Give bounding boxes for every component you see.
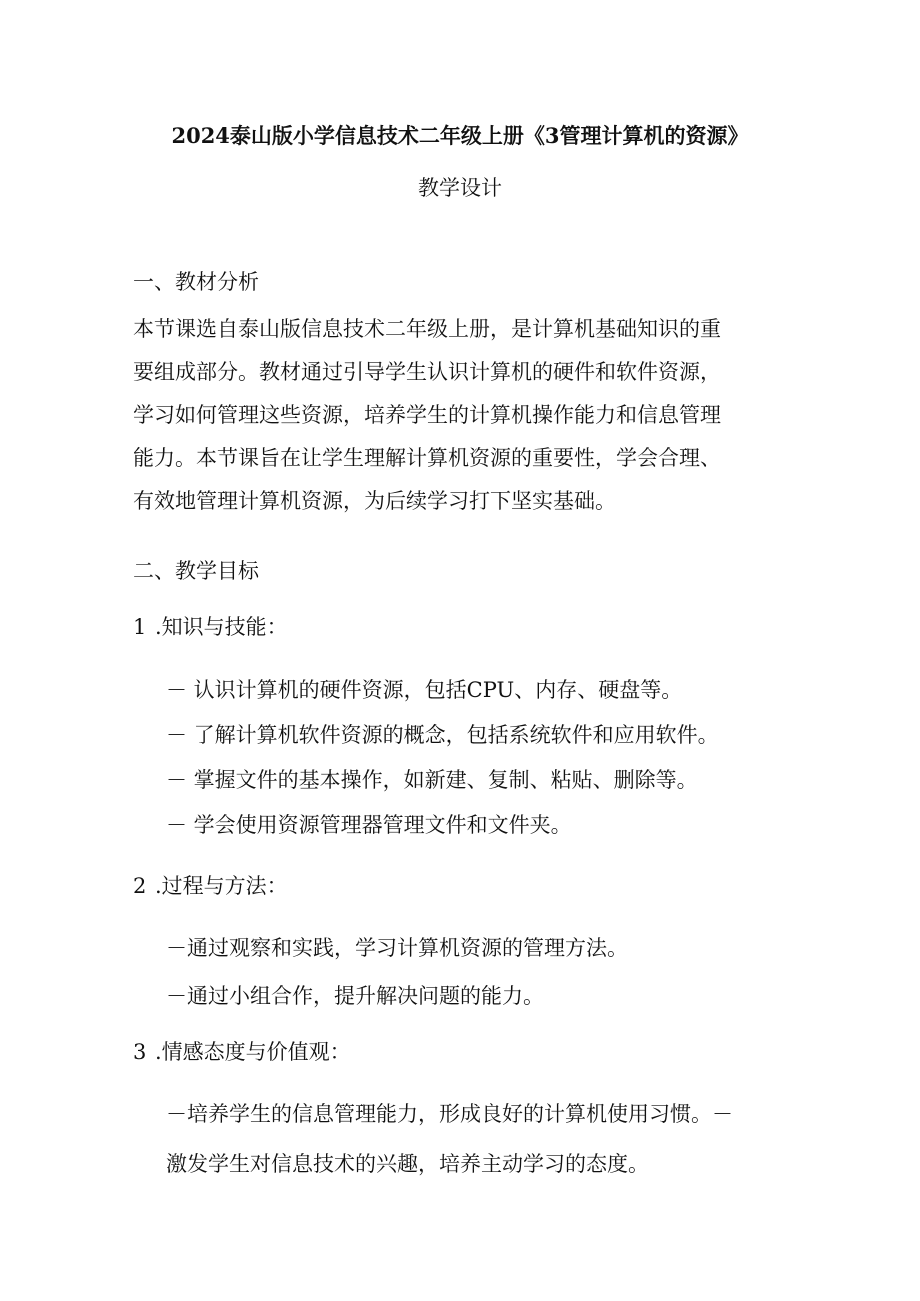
goal-heading-attitudes-values (133, 1036, 351, 1066)
list-item: 激发学生对信息技术的兴趣，培养主动学习的态度。 (166, 1152, 649, 1176)
list-item: －通过小组合作，提升解决问题的能力。 (166, 984, 544, 1008)
goal-title: .情感态度与价值观： (155, 1040, 351, 1064)
goal-title: .过程与方法： (155, 874, 288, 898)
list-item: － 掌握文件的基本操作，如新建、复制、粘贴、删除等。 (166, 768, 698, 792)
goal-heading-knowledge-skills (133, 611, 288, 641)
list-item: － 认识计算机的硬件资源，包括CPU、内存、硬盘等。 (166, 678, 683, 702)
section-heading-teaching-goals: 二、教学目标 (133, 559, 259, 583)
paragraph-textbook-analysis (133, 308, 793, 523)
paragraph-line: 有效地管理计算机资源，为后续学习打下坚实基础。 (133, 489, 616, 513)
goal-heading-process-methods (133, 870, 288, 900)
title-line-1: 2024泰山版小学信息技术二年级上册《3管理计算机的资源》 (171, 123, 749, 148)
paragraph-line: 要组成部分。教材通过引导学生认识计算机的硬件和软件资源， (133, 360, 721, 384)
paragraph-line: 能力。本节课旨在让学生理解计算机资源的重要性，学会合理、 (133, 446, 721, 470)
list-item: － 了解计算机软件资源的概念，包括系统软件和应用软件。 (166, 723, 719, 747)
paragraph-line: 学习如何管理这些资源，培养学生的计算机操作能力和信息管理 (133, 403, 721, 427)
paragraph-line: 本节课选自泰山版信息技术二年级上册，是计算机基础知识的重 (133, 317, 721, 341)
list-item: － 学会使用资源管理器管理文件和文件夹。 (166, 813, 572, 837)
goal-number: 2 (133, 874, 147, 898)
title-line-2: 教学设计 (418, 176, 502, 200)
list-item: －培养学生的信息管理能力，形成良好的计算机使用习惯。－ (166, 1102, 733, 1126)
list-item: －通过观察和实践，学习计算机资源的管理方法。 (166, 936, 628, 960)
goal-title: .知识与技能： (155, 615, 288, 639)
goal-number: 1 (133, 615, 147, 639)
goal-number: 3 (133, 1040, 147, 1064)
section-heading-textbook-analysis: 一、教材分析 (133, 270, 259, 294)
